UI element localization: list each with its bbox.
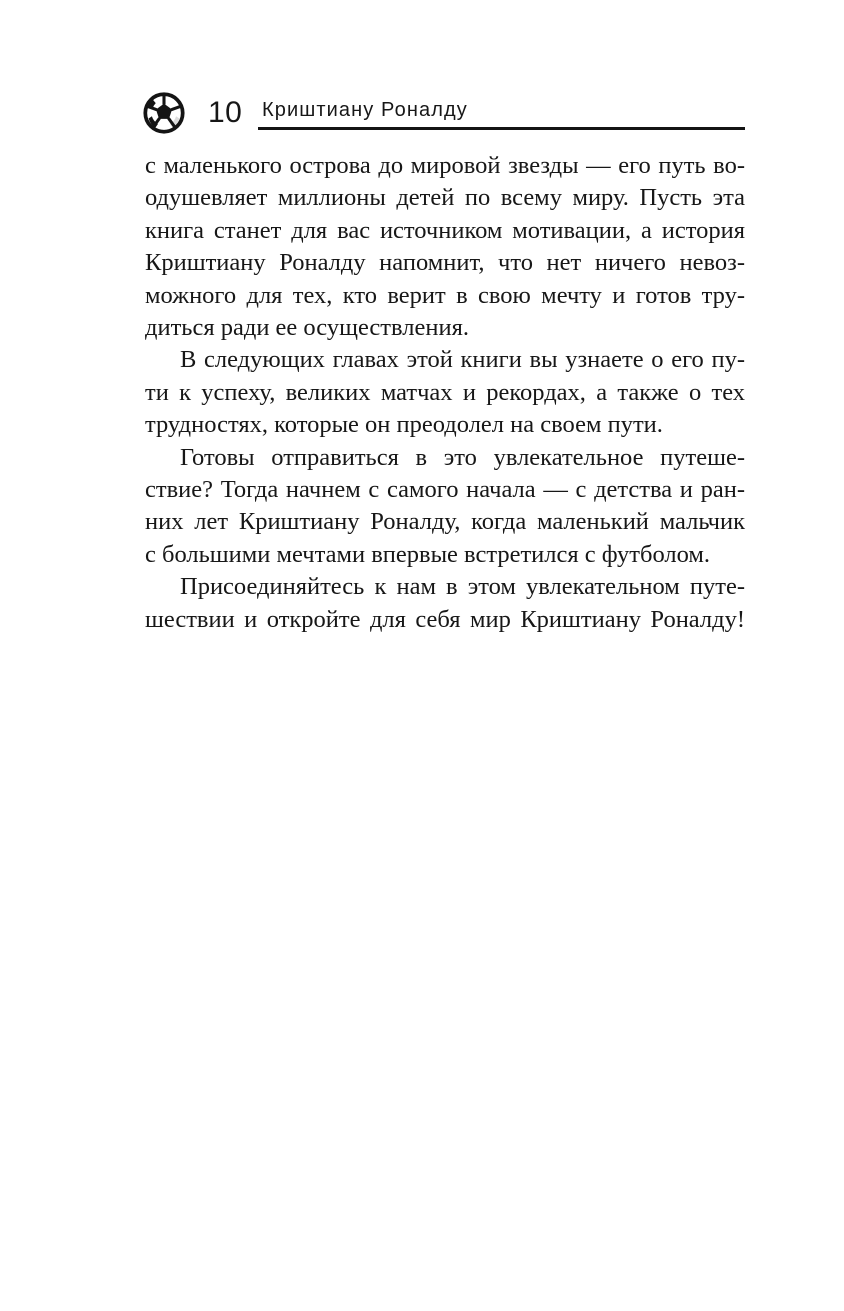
- text-line: трудностях, которые он преодолел на своем пути.: [145, 411, 663, 439]
- text-line: книга станет для вас источником мотивации, а история: [145, 216, 745, 244]
- paragraph: [145, 442, 745, 572]
- header-rule: [258, 127, 745, 130]
- soccer-ball-icon: [142, 91, 186, 135]
- text-line: Готовы отправиться в это увлекательное путеше-: [180, 443, 745, 471]
- text-line: Криштиану Роналду напомнит, что нет ничего невоз-: [145, 249, 745, 277]
- page-text: [145, 150, 745, 636]
- text-line: одушевляет миллионы детей по всему миру. Пусть эта: [145, 184, 745, 212]
- text-line: с маленького острова до мировой звезды — его путь во-: [145, 152, 745, 179]
- paragraph: [145, 571, 745, 636]
- paragraph: [145, 150, 745, 344]
- text-line: диться ради ее осуществления.: [145, 314, 469, 342]
- running-title-block: [258, 100, 745, 130]
- paragraph: [145, 344, 745, 441]
- text-line: В следующих главах этой книги вы узнаете о его пу-: [180, 346, 745, 374]
- text-line: с большими мечтами впервые встретился с футболом.: [145, 540, 711, 568]
- text-line: можного для тех, кто верит в свою мечту и готов тру-: [145, 281, 745, 309]
- running-title: Криштиану Роналду: [262, 99, 468, 121]
- page-number: 10: [208, 96, 243, 129]
- text-line: ти к успеху, великих матчах и рекордах, а также о тех: [145, 378, 745, 406]
- text-line: шествии и откройте для себя мир Криштиану Роналду!: [145, 605, 745, 633]
- text-line: ствие? Тогда начнем с самого начала — с детства и ран-: [145, 476, 745, 504]
- text-line: них лет Криштиану Роналду, когда маленький мальчик: [145, 508, 745, 536]
- text-line: Присоединяйтесь к нам в этом увлекательном путе-: [180, 573, 745, 601]
